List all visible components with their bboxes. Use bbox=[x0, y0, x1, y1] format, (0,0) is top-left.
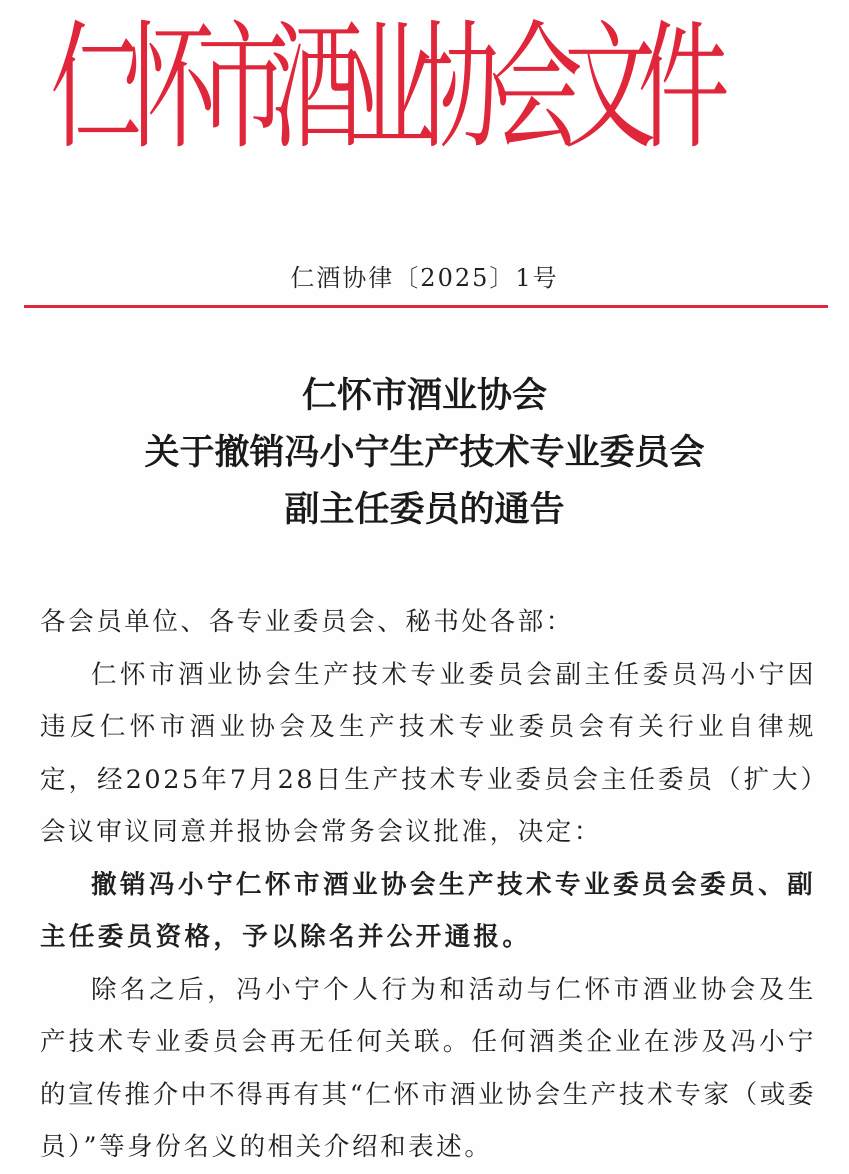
notice-body bbox=[40, 596, 816, 1174]
paragraph-decision: 撤销冯小宁仁怀市酒业协会生产技术专业委员会委员、副主任委员资格，予以除名并公开通报。 bbox=[40, 869, 816, 952]
red-divider-line bbox=[24, 305, 828, 308]
paragraph-reason: 仁怀市酒业协会生产技术专业委员会副主任委员冯小宁因违反仁怀市酒业协会及生产技术专业委员会有关行业自律规定，经2025年7月28日生产技术专业委员会主任委员（扩大）会议审议同意并报协会常务会议批准，决定： bbox=[40, 659, 816, 847]
letterhead-title: 仁怀市酒业协会文件 bbox=[50, 8, 711, 169]
red-letterhead bbox=[50, 8, 810, 178]
salutation: 各会员单位、各专业委员会、秘书处各部： bbox=[40, 607, 574, 637]
title-line-3: 副主任委员的通告 bbox=[284, 490, 565, 530]
document-number: 仁酒协律〔2025〕1号 bbox=[290, 264, 559, 292]
paragraph-consequence: 除名之后，冯小宁个人行为和活动与仁怀市酒业协会及生产技术专业委员会再无任何关联。任何酒类企业在涉及冯小宁的宣传推介中不得再有其“仁怀市酒业协会生产技术专家（或委员）”等身份名义的相关介绍和表述。 bbox=[40, 974, 816, 1162]
title-line-1: 仁怀市酒业协会 bbox=[301, 376, 547, 416]
notice-title bbox=[0, 368, 849, 539]
title-line-2: 关于撤销冯小宁生产技术专业委员会 bbox=[144, 433, 705, 473]
